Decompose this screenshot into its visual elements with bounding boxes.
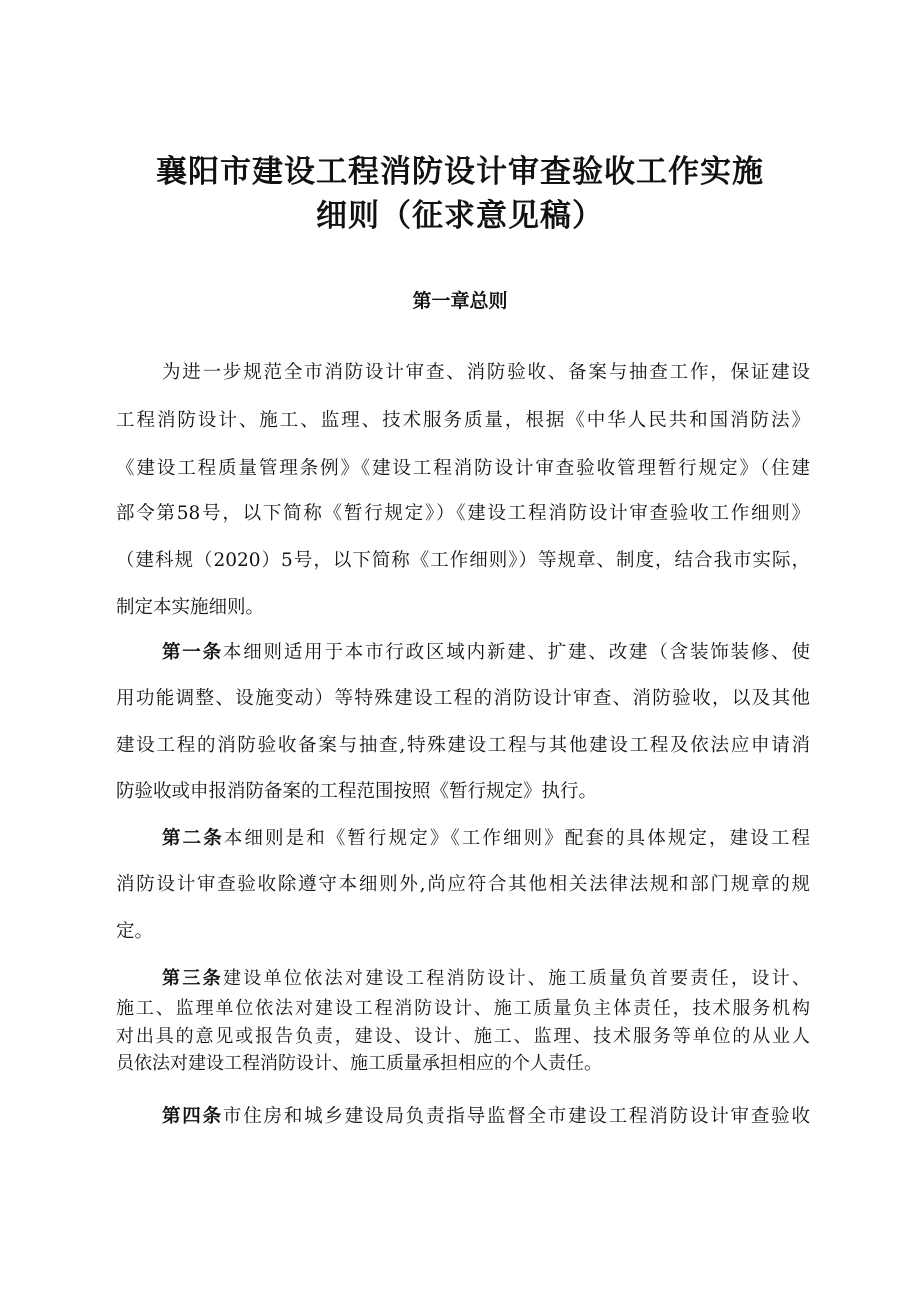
article-text: 市住房和城乡建设局负责指导监督全市建设工程消防设计审查验收 <box>222 1106 810 1127</box>
article-line <box>116 638 810 664</box>
chapter-heading: 第一章总则 <box>412 290 508 312</box>
article-line <box>116 964 810 990</box>
article-line: 用功能调整、设施变动）等特殊建设工程的消防设计审查、消防验收，以及其他 <box>116 688 810 709</box>
article-line: 建设工程的消防验收备案与抽查,特殊建设工程与其他建设工程及依法应申请消 <box>116 735 810 756</box>
preamble-line: （建科规（2020）5号，以下简称《工作细则》）等规章、制度，结合我市实际， <box>116 550 810 571</box>
article-line: 消防设计审查验收除遵守本细则外,尚应符合其他相关法律法规和部门规章的规 <box>116 874 810 895</box>
preamble-line: 《建设工程质量管理条例》《建设工程消防设计审查验收管理暂行规定》（住建 <box>116 458 810 479</box>
article-line: 防验收或申报消防备案的工程范围按照《暂行规定》执行。 <box>116 781 598 802</box>
article-line <box>116 1102 810 1128</box>
article-line <box>116 824 810 850</box>
preamble-line: 制定本实施细则。 <box>116 597 265 618</box>
article-line: 施工、监理单位依法对建设工程消防设计、施工质量负主体责任，技术服务机构 <box>116 998 810 1019</box>
preamble-line: 为进一步规范全市消防设计审查、消防验收、备案与抽查工作，保证建设 <box>162 362 810 383</box>
article-label: 第四条 <box>162 1106 223 1127</box>
article-label: 第一条 <box>162 642 223 663</box>
document-title-line-2: 细则（征求意见稿） <box>316 198 604 234</box>
article-line: 对出具的意见或报告负责，建设、设计、施工、监理、技术服务等单位的从业人 <box>116 1026 810 1047</box>
article-line: 定。 <box>116 921 154 942</box>
article-label: 第三条 <box>162 968 223 989</box>
article-text: 本细则适用于本市行政区域内新建、扩建、改建（含装饰装修、使 <box>222 642 810 663</box>
preamble-line: 部令第58号，以下简称《暂行规定》）《建设工程消防设计审查验收工作细则》 <box>116 503 810 524</box>
article-text: 建设单位依法对建设工程消防设计、施工质量负首要责任，设计、 <box>222 968 810 989</box>
article-text: 本细则是和《暂行规定》《工作细则》配套的具体规定，建设工程 <box>223 828 810 849</box>
preamble-line: 工程消防设计、施工、监理、技术服务质量，根据《中华人民共和国消防法》 <box>116 410 810 431</box>
article-label: 第二条 <box>162 828 224 849</box>
article-line: 员依法对建设工程消防设计、施工质量承担相应的个人责任。 <box>116 1053 602 1074</box>
document-title-line-1: 襄阳市建设工程消防设计审查验收工作实施 <box>156 154 764 190</box>
